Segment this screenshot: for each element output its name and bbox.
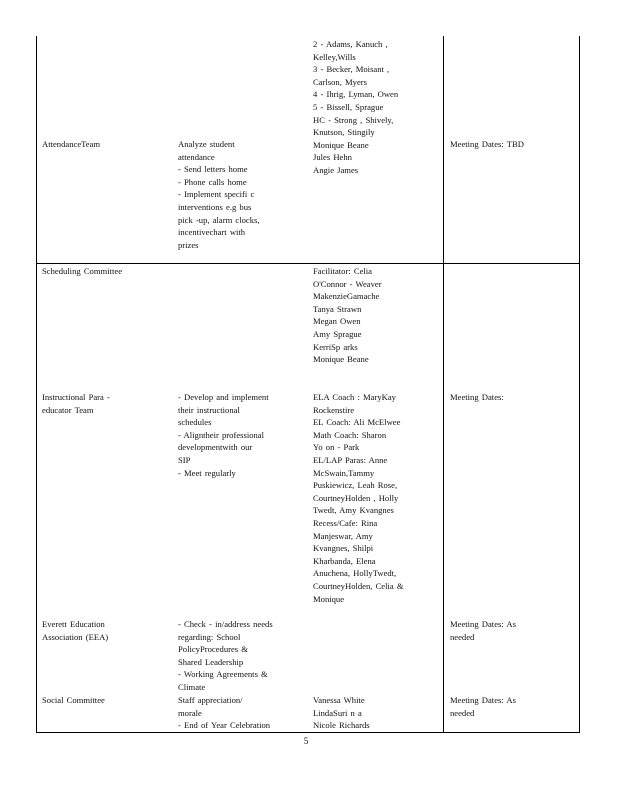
attendance-team-name: AttendanceTeam <box>42 139 101 149</box>
attendance-team-members: 2 - Adams, Kanuch , Kelley,Wills 3 - Becker, Moisant , Carlson, Myers 4 - Ihrig, Lyman, Owen 5 - Bissell, Sprague HC - Strong , Shively, Knutson, Stingily Monique Beane Jules Hehn Angie James <box>313 39 399 175</box>
para-educator-team-members: ELA Coach : MaryKay Rockenstire EL Coach: Ali McElwee Math Coach: Sharon Yo on - Park EL/LAP Paras: Anne McSwain,Tammy Puskiewicz, Leah Rose, CourtneyHolden , Holly Twedt, Amy Kvangnes Recess/Cafe: Rina Manjeswar, Amy Kvangnes, Shilpi Kharbanda, Elena Anuchena, HollyTwedt, CourtneyHolden, Celia & Monique <box>313 392 404 604</box>
scheduling-committee-members: Facilitator: Celia O'Connor - Weaver MakenzieGamache Tanya Strawn Megan Owen Amy Sprague KerriSp arks Monique Beane <box>313 266 382 365</box>
table-border-bottom <box>36 732 580 733</box>
page-number: 5 <box>303 736 309 746</box>
table-divider-right <box>443 36 444 733</box>
table-border-left <box>36 36 37 733</box>
eea-team-meeting: Meeting Dates: As needed <box>450 619 516 642</box>
scheduling-committee-name: Scheduling Committee <box>42 266 123 276</box>
eea-team-name: Everett Education Association (EEA) <box>42 619 109 642</box>
para-educator-team-meeting: Meeting Dates: <box>450 392 504 402</box>
para-educator-team-name: Instructional Para - educator Team <box>42 392 110 415</box>
row-divider-attendance <box>36 263 580 264</box>
attendance-team-purpose: Analyze student attendance - Send letters home - Phone calls home - Implement specifi c interventions e.g bus pick -up, alarm clocks, incentivechart with prizes <box>178 139 260 250</box>
attendance-team-meeting: Meeting Dates: TBD <box>450 139 524 149</box>
table-border-right <box>579 36 580 733</box>
social-committee-meeting: Meeting Dates: As needed <box>450 695 516 718</box>
eea-team-purpose: - Check - in/address needs regarding: School PolicyProcedures & Shared Leadership - Working Agreements & Climate <box>178 619 273 692</box>
social-committee-purpose: Staff appreciation/ morale - End of Year Celebration <box>178 695 271 731</box>
social-committee-name: Social Committee <box>42 695 105 705</box>
para-educator-team-purpose: - Develop and implement their instructional schedules - Aligntheir professional developmentwith our SIP - Meet regularly <box>178 392 269 478</box>
social-committee-members: Vanessa White LindaSuri n a Nicole Richards <box>313 695 370 731</box>
